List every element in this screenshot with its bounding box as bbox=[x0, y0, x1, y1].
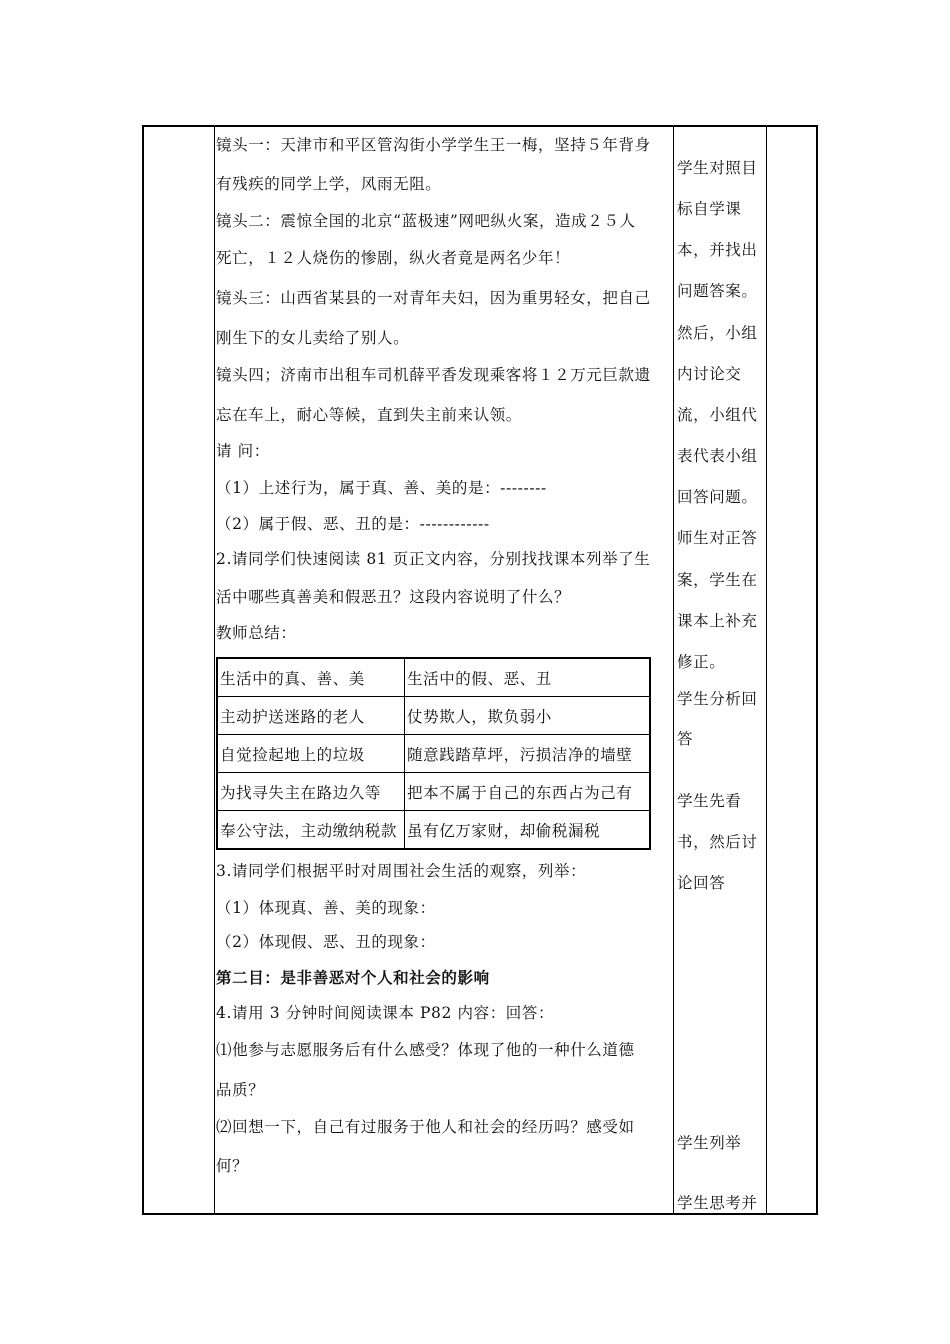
content-line: 镜头一：天津市和平区管沟街小学学生王一梅，坚持５年背身 bbox=[216, 136, 651, 154]
content-line: 3.请同学们根据平时对周围社会生活的观察，列举： bbox=[216, 862, 587, 880]
table-cell: 为找寻失主在路边久等 bbox=[217, 773, 405, 811]
activity-line: 然后，小组 bbox=[677, 324, 758, 342]
content-line: （2）属于假、恶、丑的是：------------ bbox=[216, 515, 490, 533]
column-divider-1 bbox=[214, 127, 215, 1213]
section-heading: 第二目：是非善恶对个人和社会的影响 bbox=[216, 968, 490, 987]
table-header-row bbox=[217, 658, 650, 697]
lesson-plan-table bbox=[142, 125, 818, 1215]
content-line: 镜头三：山西省某县的一对青年夫妇，因为重男轻女，把自己 bbox=[216, 289, 651, 307]
table-header-cell: 生活中的假、恶、丑 bbox=[405, 658, 651, 697]
table-cell: 主动护送迷路的老人 bbox=[217, 697, 405, 735]
table-cell: 虽有亿万家财，却偷税漏税 bbox=[405, 811, 651, 850]
activity-line: 问题答案。 bbox=[677, 282, 758, 300]
content-line: 刚生下的女儿卖给了别人。 bbox=[216, 329, 410, 347]
content-line: 何？ bbox=[216, 1157, 249, 1175]
table-row bbox=[217, 697, 650, 735]
content-line: 镜头二：震惊全国的北京“蓝极速”网吧纵火案，造成２５人 bbox=[216, 212, 636, 230]
activity-line: 书，然后讨 bbox=[677, 833, 758, 851]
content-line: 2.请同学们快速阅读 81 页正文内容，分别找找课本列举了生 bbox=[216, 550, 651, 568]
truth-vs-falsehood-table bbox=[216, 657, 651, 850]
activity-line: 修正。 bbox=[677, 653, 726, 671]
content-line: （1）体现真、善、美的现象： bbox=[216, 899, 436, 917]
column-divider-3 bbox=[766, 127, 767, 1213]
activity-line: 案，学生在 bbox=[677, 571, 758, 589]
activity-line: 表代表小组 bbox=[677, 447, 758, 465]
content-line: 忘在车上，耐心等候，直到失主前来认领。 bbox=[216, 406, 522, 424]
table-cell: 随意践踏草坪，污损洁净的墙壁 bbox=[405, 735, 651, 773]
content-line: 死亡，１２人烧伤的惨剧，纵火者竟是两名少年！ bbox=[216, 249, 571, 267]
activity-line: 学生思考并 bbox=[677, 1194, 758, 1212]
content-line: 有残疾的同学上学，风雨无阻。 bbox=[216, 175, 442, 193]
content-line: ⑵回想一下，自己有过服务于他人和社会的经历吗？感受如 bbox=[216, 1118, 635, 1136]
table-header-cell: 生活中的真、善、美 bbox=[217, 658, 405, 697]
activity-line: 回答问题。 bbox=[677, 488, 758, 506]
activity-line: 师生对正答 bbox=[677, 529, 758, 547]
activity-line: 流，小组代 bbox=[677, 406, 758, 424]
table-cell: 把本不属于自己的东西占为己有 bbox=[405, 773, 651, 811]
content-line: ⑴他参与志愿服务后有什么感受？体现了他的一种什么道德 bbox=[216, 1041, 635, 1059]
content-line: 活中哪些真善美和假恶丑？这段内容说明了什么？ bbox=[216, 588, 571, 606]
content-line: 镜头四；济南市出租车司机薛平香发现乘客将１２万元巨款遗 bbox=[216, 366, 651, 384]
activity-line: 标自学课 bbox=[677, 200, 742, 218]
table-row bbox=[217, 811, 650, 850]
activity-line: 学生先看 bbox=[677, 792, 742, 810]
activity-line: 课本上补充 bbox=[677, 612, 758, 630]
content-line: 教师总结： bbox=[216, 624, 297, 642]
content-line: （1）上述行为，属于真、善、美的是：-------- bbox=[216, 479, 547, 497]
activity-line: 论回答 bbox=[677, 874, 726, 892]
table-row bbox=[217, 773, 650, 811]
table-cell: 自觉捡起地上的垃圾 bbox=[217, 735, 405, 773]
content-line: 请 问： bbox=[216, 442, 270, 460]
activity-line: 学生分析回 bbox=[677, 690, 758, 708]
activity-line: 内讨论交 bbox=[677, 365, 742, 383]
column-divider-2 bbox=[673, 127, 674, 1213]
table-row bbox=[217, 735, 650, 773]
activity-line: 学生列举 bbox=[677, 1134, 742, 1152]
activity-line: 本，并找出 bbox=[677, 241, 758, 259]
content-line: （2）体现假、恶、丑的现象： bbox=[216, 933, 436, 951]
activity-line: 学生对照目 bbox=[677, 159, 758, 177]
content-line: 4.请用 3 分钟时间阅读课本 P82 内容：回答： bbox=[216, 1004, 555, 1022]
activity-line: 答 bbox=[677, 730, 694, 748]
table-cell: 奉公守法，主动缴纳税款 bbox=[217, 811, 405, 850]
content-line: 品质？ bbox=[216, 1081, 265, 1099]
table-cell: 仗势欺人，欺负弱小 bbox=[405, 697, 651, 735]
